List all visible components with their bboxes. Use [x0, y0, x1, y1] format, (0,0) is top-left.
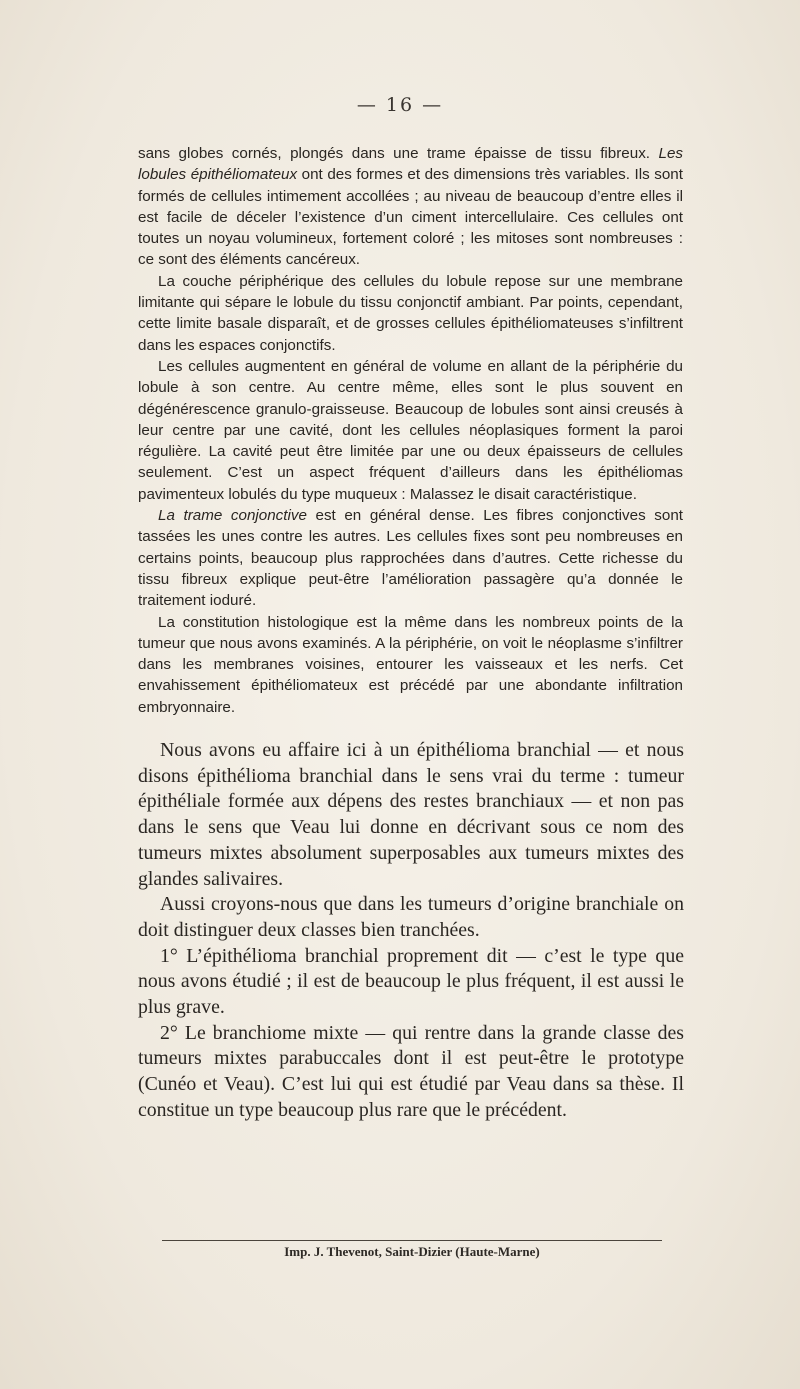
large-text-section [138, 738, 684, 1124]
paragraph-2: La couche périphérique des cellules du lobule repose sur une membrane limitante qui sépare le lobule du tissu conjonctif ambiant. Par points, cependant, cette limite basale disparaît, et de grosses cellules épithéliomateuses s’infiltrent dans les espaces conjonctifs. [138, 272, 683, 354]
paragraph-1-body: ont des formes et des dimensions très variables. Ils sont formés de cellules intimement accollées ; au niveau de beaucoup d’entre elles il est facile de déceler l’existence d’un ciment intercellulaire. Ces cellules ont toutes un noyau volumineux, fortement coloré ; les mitoses sont nombreuses : ce sont des éléments cancéreux. [138, 166, 683, 269]
conclusion-paragraph-4: 2° Le branchiome mixte — qui rentre dans la grande classe des tumeurs mixtes parabuccales dont il est peut-être le prototype (Cunéo et Veau). C’est lui qui est étudié par Veau dans sa thèse. Il constitue un type beaucoup plus rare que le précédent. [138, 1021, 684, 1121]
paragraph-4 [138, 505, 683, 611]
printer-imprint: Imp. J. Thevenot, Saint-Dizier (Haute-Marne) [284, 1244, 540, 1259]
lobules-heading: Les lobules épithéliomateux [138, 145, 683, 184]
page-number: — 16 — [356, 94, 444, 116]
imprint-rule [162, 1240, 662, 1241]
conclusion-paragraph-2: Aussi croyons-nous que dans les tumeurs d’origine branchiale on doit distinguer deux classes bien tranchées. [138, 893, 684, 941]
paragraph-5: La constitution histologique est la même dans les nombreux points de la tumeur que nous avons examinés. A la périphérie, on voit le néoplasme s’infiltrer dans les membranes voisines, entourer les vaisseaux et les nerfs. Cet envahissement épithéliomateux est précédé par une abondante infiltration embryonnaire. [138, 613, 683, 716]
small-text-section [138, 143, 683, 718]
conclusion-paragraph-1: Nous avons eu affaire ici à un épithélioma branchial — et nous disons épithélioma branchial dans le sens vrai du terme : tumeur épithéliale formée aux dépens des restes branchiaux — et non pas dans le sens que Veau lui donne en décrivant sous ce nom des tumeurs mixtes absolument superposables aux tumeurs mixtes des glandes salivaires. [138, 739, 684, 890]
paragraph-4-body: est en général dense. Les fibres conjonctives sont tassées les unes contre les autres. Les cellules fixes sont peu nombreuses en certains points, beaucoup plus rapprochées dans d’autres. Cette richesse du tissu fibreux explique peut-être l’amélioration passagère qu’a donnée le traitement ioduré. [138, 507, 683, 610]
trame-heading: La trame conjonctive [158, 507, 307, 525]
conclusion-paragraph-3: 1° L’épithélioma branchial proprement dit — c’est le type que nous avons étudié ; il est de beaucoup le plus fréquent, il est aussi le plus grave. [138, 944, 684, 1019]
paragraph-1 [138, 143, 683, 271]
paragraph-3: Les cellules augmentent en général de volume en allant de la périphérie du lobule à son centre. Au centre même, elles sont le plus souvent en dégénérescence granulo-graisseuse. Beaucoup de lobules sont ainsi creusés à leur centre par une cavité, dont les cellules néoplasiques forment la paroi régulière. La cavité peut être limitée par une ou deux épaisseurs de cellules seulement. C’est un aspect fréquent d’ailleurs dans les épithéliomas pavimenteux lobulés du type muqueux : Malassez le disait caractéristique. [138, 357, 683, 503]
paragraph-1-lead: sans globes cornés, plongés dans une trame épaisse de tissu fibreux. [138, 145, 651, 162]
